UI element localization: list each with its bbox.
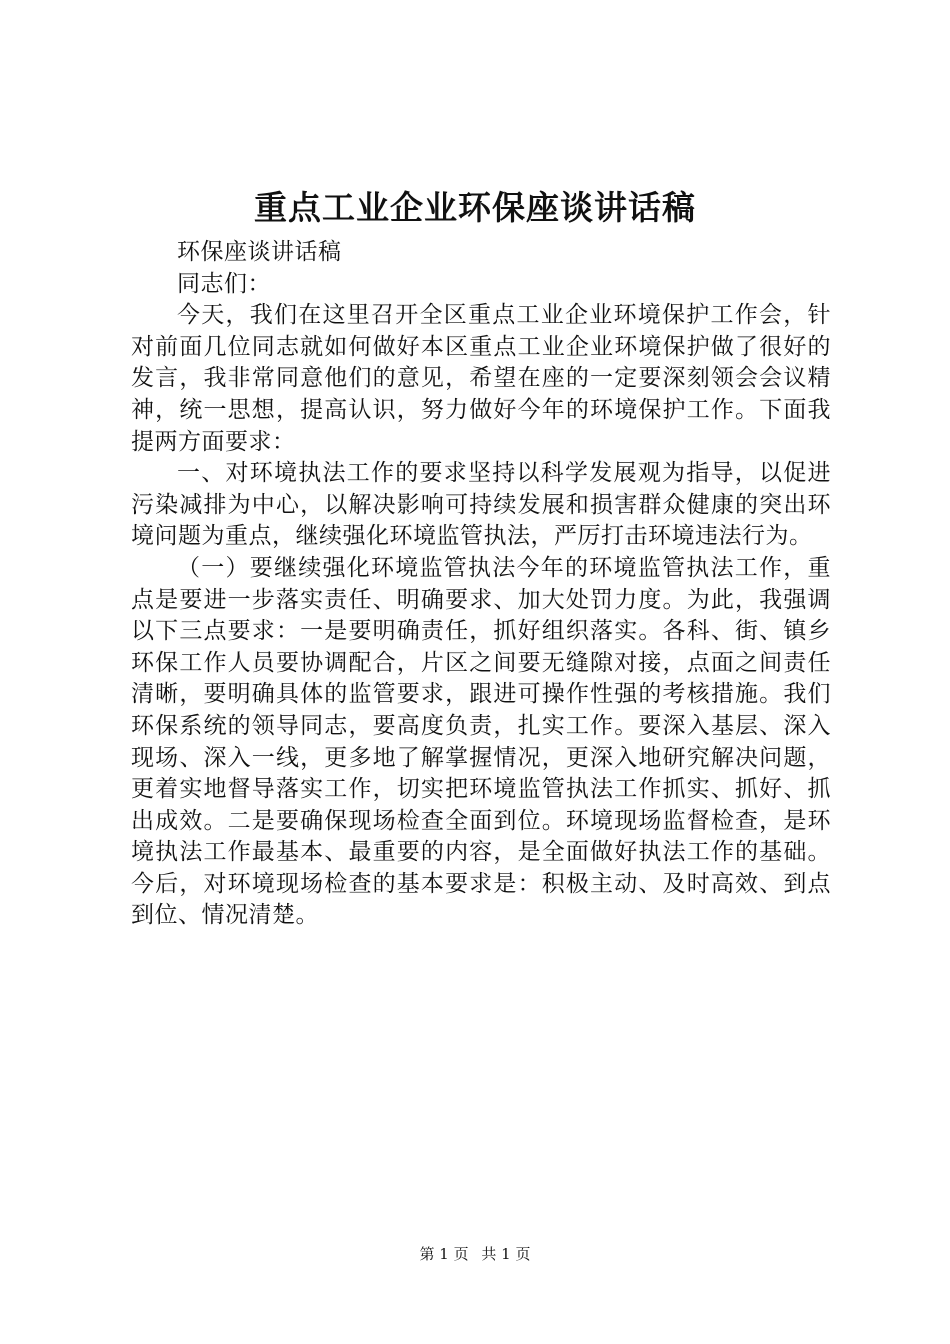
subtitle-paragraph: 环保座谈讲话稿 — [177, 239, 342, 265]
body-paragraph: 一、对环境执法工作的要求坚持以科学发展观为指导，以促进污染减排为中心，以解决影响可持续发展和损害群众健康的突出环境问题为重点，继续强化环境监管执法，严厉打击环境违法行为。 — [131, 460, 831, 550]
document-title: 重点工业企业环保座谈讲话稿 — [254, 188, 696, 227]
page-number: 第 1 页 — [419, 1245, 469, 1263]
body-paragraph: （一）要继续强化环境监管执法今年的环境监管执法工作，重点是要进一步落实责任、明确要求、加大处罚力度。为此，我强调以下三点要求：一是要明确责任，抓好组织落实。各科、街、镇乡环保工作人员要协调配合，片区之间要无缝隙对接，点面之间责任清晰，要明确具体的监管要求，跟进可操作性强的考核措施。我们环保系统的领导同志，要高度负责，扎实工作。要深入基层、深入现场、深入一线，更多地了解掌握情况，更深入地研究解决问题，更着实地督导落实工作，切实把环境监管执法工作抓实、抓好、抓出成效。二是要确保现场检查全面到位。环境现场监督检查，是环境执法工作最基本、最重要的内容，是全面做好执法工作的基础。今后，对环境现场检查的基本要求是：积极主动、及时高效、到点到位、情况清楚。 — [131, 554, 831, 929]
page-total: 共 1 页 — [481, 1245, 531, 1263]
document-body — [131, 237, 831, 932]
salutation-paragraph: 同志们： — [177, 270, 271, 297]
page-footer — [0, 1244, 950, 1264]
body-paragraph: 今天，我们在这里召开全区重点工业企业环境保护工作会，针对前面几位同志就如何做好本区重点工业企业环境保护做了很好的发言，我非常同意他们的意见，希望在座的一定要深刻领会会议精神，统一思想，提高认识，努力做好今年的环境保护工作。下面我提两方面要求： — [131, 302, 831, 455]
